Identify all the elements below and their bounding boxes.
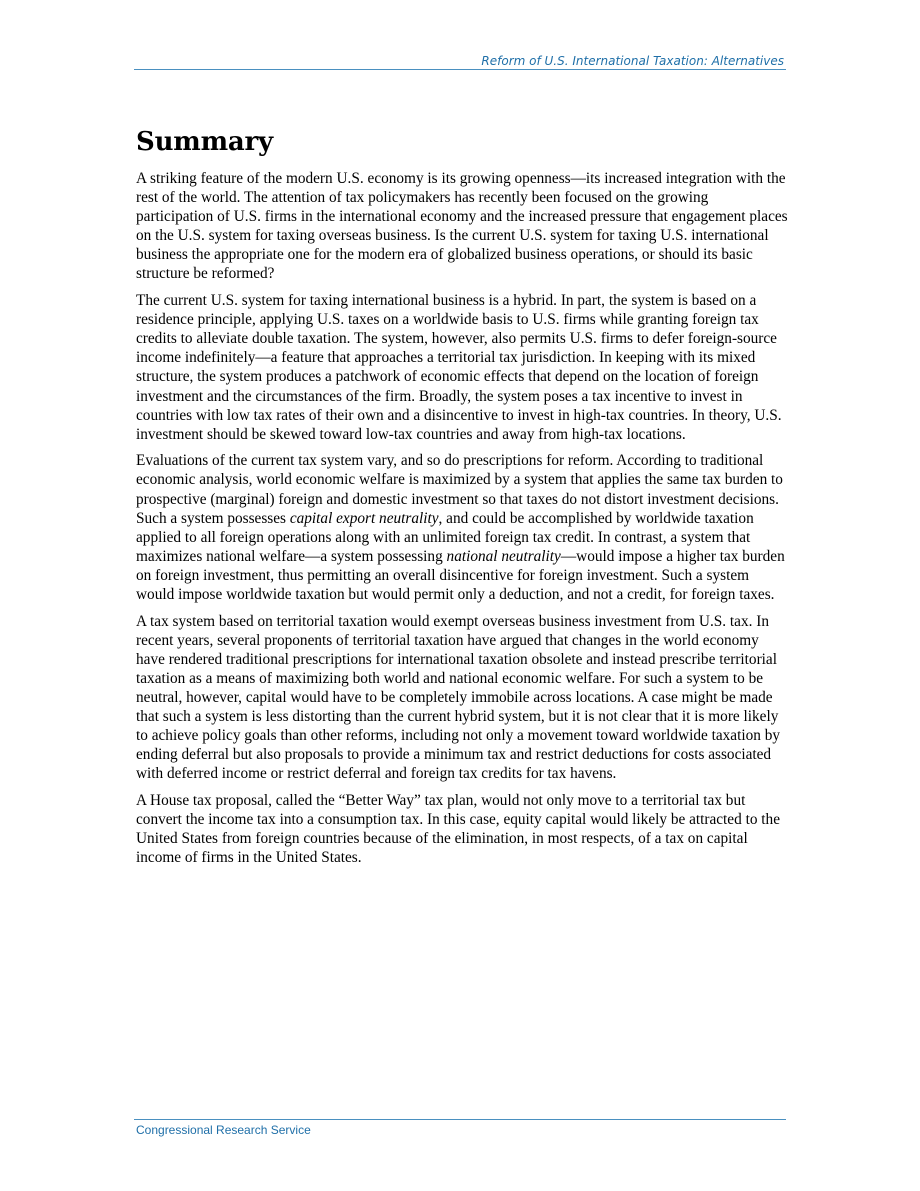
paragraph-1: A striking feature of the modern U.S. economy is its growing openness—its increased integration with the rest of the world. The attention of tax policymakers has recently been focused on the growing participation of U.S. firms in the international economy and the increased pressure that engagement places on the U.S. system for taxing overseas business. Is the current U.S. system for taxing U.S. international business the appropriate one for the modern era of globalized business operations, or should its basic structure be reformed?: [136, 170, 788, 283]
footer-rule: [134, 1119, 786, 1120]
header-rule: [134, 69, 786, 70]
term-national-neutrality: national neutrality: [446, 547, 561, 565]
footer-organization: Congressional Research Service: [136, 1123, 311, 1137]
paragraph-4: A tax system based on territorial taxation would exempt overseas business investment from U.S. tax. In recent years, several proponents of territorial taxation have argued that changes in the world economy have rendered traditional prescriptions for international taxation obsolete and instead prescribe territorial taxation as a means of maximizing both world and national economic welfare. For such a system to be neutral, however, capital would have to be completely immobile across locations. A case might be made that such a system is less distorting than the current hybrid system, but it is not clear that it is more likely to achieve policy goals than other reforms, including not only a movement toward worldwide taxation by ending deferral but also proposals to provide a minimum tax and restrict deductions for costs associated with deferred income or restrict deferral and foreign tax credits for tax havens.: [136, 612, 781, 783]
paragraph-3-text-a: Evaluations of the current tax system vary, and so do prescriptions for reform. According to traditional economic analysis, world economic welfare is maximized by a system that applies the same tax burden to prospective (marginal) foreign and domestic investment so that taxes do not distort investment decisions. Such a system possesses: [136, 452, 783, 527]
paragraph-5: A House tax proposal, called the “Better Way” tax plan, would not only move to a territorial tax but convert the income tax into a consumption tax. In this case, equity capital would likely be attracted to the United States from foreign countries because of the elimination, in most respects, of a tax on capital income of firms in the United States.: [136, 791, 780, 867]
paragraph-3-text-c: —would impose a higher tax burden on foreign investment, thus permitting an overall disincentive for foreign investment. Such a system would impose worldwide taxation but would permit only a deduction, and not a credit, for foreign taxes.: [136, 547, 785, 603]
paragraph-3: [136, 451, 788, 604]
running-header: Reform of U.S. International Taxation: Alternatives: [481, 54, 784, 68]
section-heading: Summary: [136, 127, 273, 157]
paragraph-2: The current U.S. system for taxing international business is a hybrid. In part, the system is based on a residence principle, applying U.S. taxes on a worldwide basis to U.S. firms while granting foreign tax credits to alleviate double taxation. The system, however, also permits U.S. firms to defer foreign-source income indefinitely—a feature that approaches a territorial tax jurisdiction. In keeping with its mixed structure, the system produces a patchwork of economic effects that depend on the location of foreign investment and the circumstances of the firm. Broadly, the system poses a tax incentive to invest in countries with low tax rates of their own and a disincentive to invest in high-tax countries. In theory, U.S. investment should be skewed toward low-tax countries and away from high-tax locations.: [136, 292, 782, 443]
summary-body: [136, 169, 788, 875]
term-capital-export-neutrality: capital export neutrality: [289, 509, 439, 527]
paragraph-3-text-b: , and could be accomplished by worldwide taxation applied to all foreign operations along with an unlimited foreign tax credit. In contrast, a system that maximizes national welfare—a system possessing: [136, 509, 754, 565]
